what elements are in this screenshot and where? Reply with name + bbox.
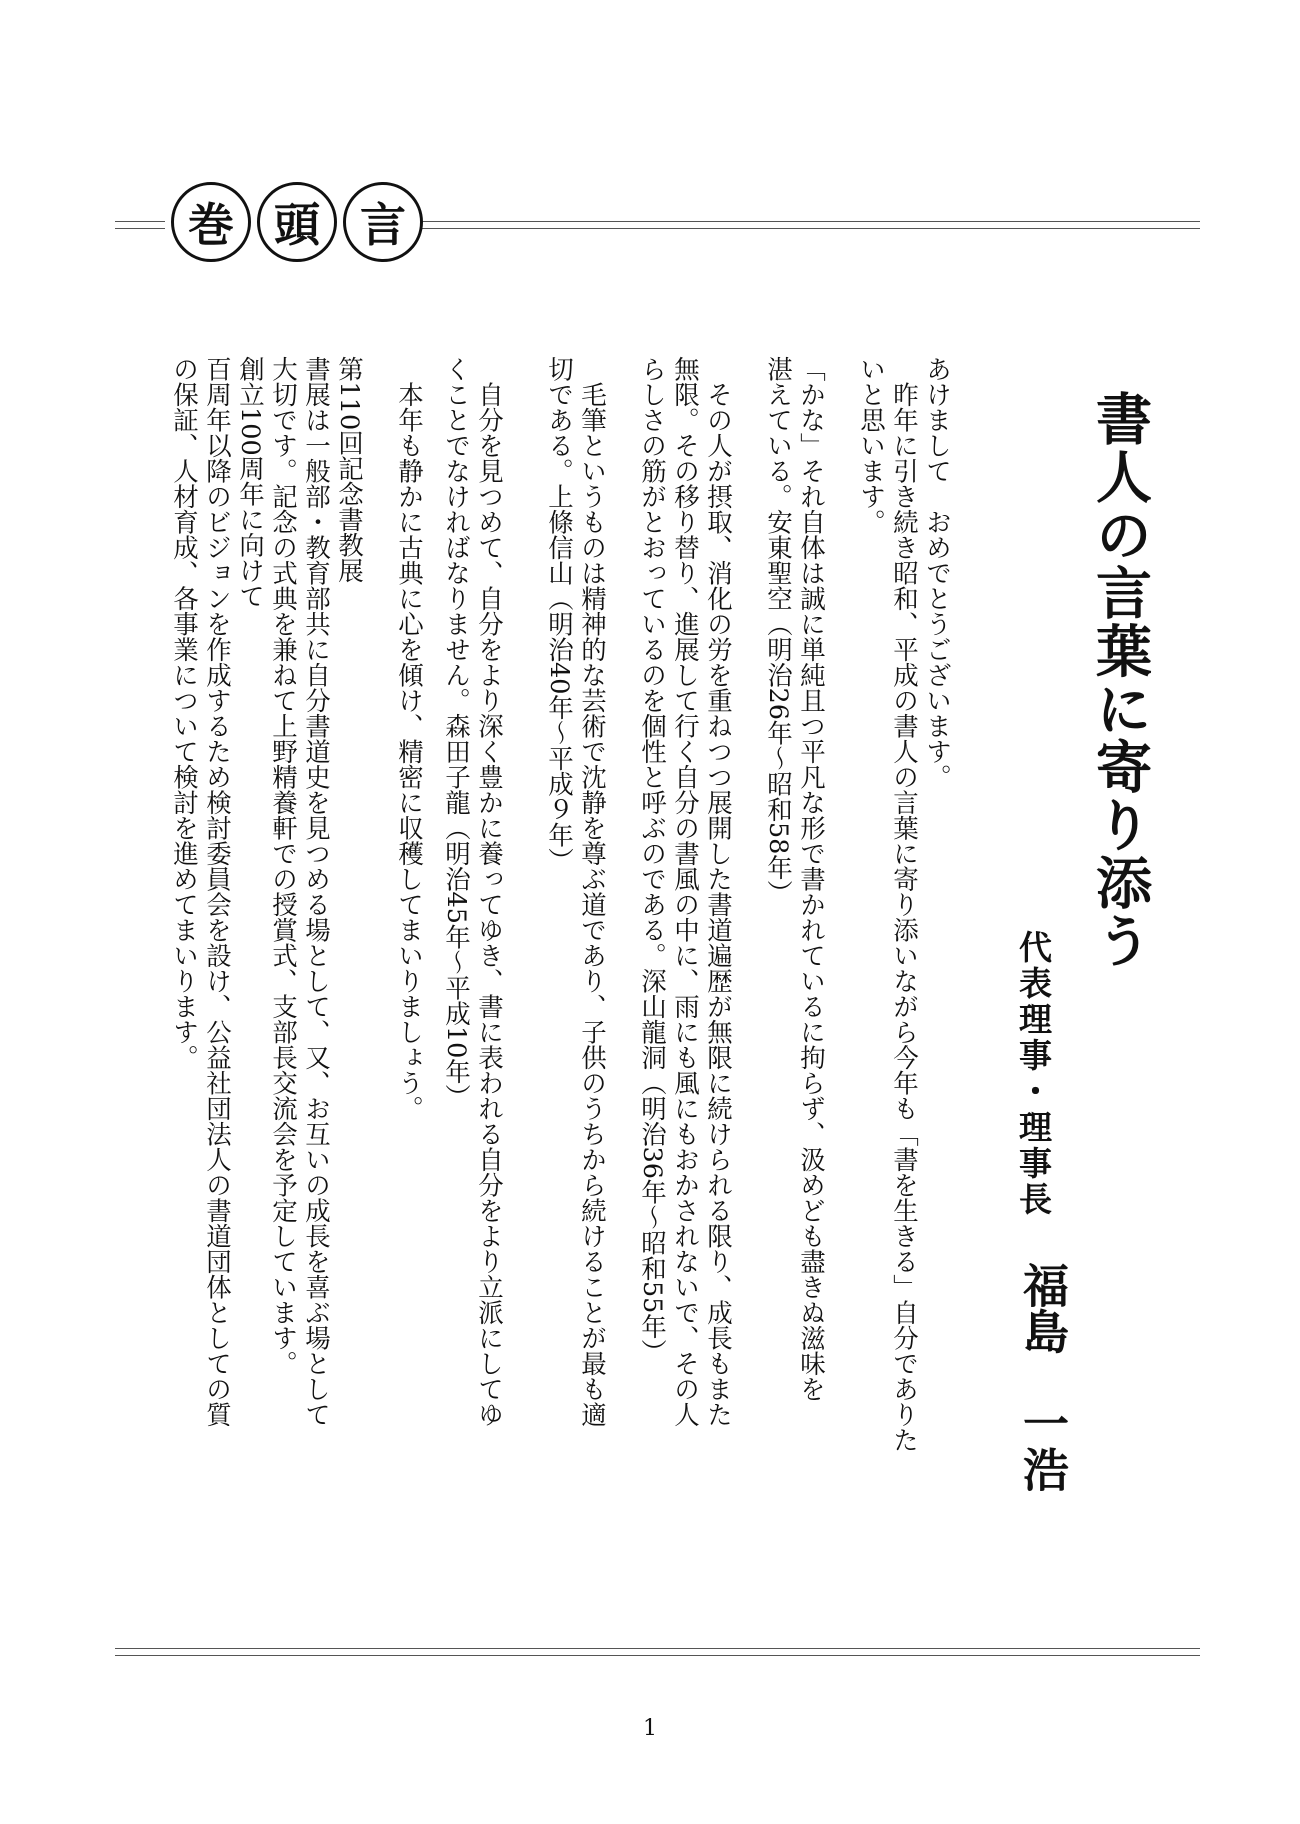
body-line: 自分を見つめて、自分をより深く豊かに養ってゆき、書に表われる自分をより立派にしてゆ [474, 356, 504, 1427]
heading-badge: 巻 [171, 182, 251, 262]
footer-rule-bottom [115, 1655, 1200, 1656]
body-line: の保証、人材育成、各事業について検討を進めてまいります。 [169, 356, 199, 1070]
header-rule-right-top [420, 221, 1200, 222]
body-line: 百周年以降のビジョンを作成するため検討委員会を設け、公益社団法人の書道団体としての質 [202, 356, 232, 1427]
body-line: その人が摂取、消化の労を重ねつつ展開した書道遍歴が無限に続けられる限り、成長もまた [703, 356, 733, 1427]
header-rule-right-bottom [420, 228, 1200, 229]
body-line: あけまして おめでとうございます。 [922, 356, 952, 790]
body-line: 大切です。記念の式典を兼ねて上野精養軒での授賞式、支部長交流会を予定しています。 [268, 356, 298, 1376]
body-line: らしさの筋がとおっているのを個性と呼ぶのである。深山龍洞（明治36年〜昭和55年） [637, 356, 667, 1365]
body-line: 「かな」それ自体は誠に単純且つ平凡な形で書かれているに拘らず、汲めども盡きぬ滋味を [796, 356, 826, 1402]
author-name: 福島 一浩 [1016, 1262, 1070, 1492]
heading-badge: 頭 [257, 182, 337, 262]
body-line: 本年も静かに古典に心を傾け、精密に収穫してまいりましょう。 [394, 356, 424, 1121]
body-line: 昨年に引き続き昭和、平成の書人の言葉に寄り添いながら今年も「書を生きる」自分でありた [889, 356, 919, 1453]
section-heading [171, 182, 423, 266]
body-line: 毛筆というものは精神的な芸術で沈静を尊ぶ道であり、子供のうちから続けることが最も適 [577, 356, 607, 1427]
body-line: 無限。その移り替り、進展して行く自分の書風の中に、雨にも風にもおかされないで、その人 [670, 356, 700, 1427]
heading-badge: 言 [343, 182, 423, 262]
body-line: 書展は一般部・教育部共に自分書道史を見つめる場として、又、お互いの成長を喜ぶ場として [301, 356, 331, 1427]
body-line: 創立100周年に向けて [235, 356, 265, 609]
header-rule-left-bottom [115, 228, 165, 229]
article-title: 書人の言葉に寄り添う [1087, 390, 1153, 970]
body-line: 湛えている。安東聖空（明治26年〜昭和58年） [763, 356, 793, 906]
author-role: 代表理事・理事長 [1014, 930, 1053, 1218]
body-line: 第110回記念書教展 [334, 356, 364, 584]
body-line: 切である。上條信山（明治40年〜平成９年） [544, 356, 574, 873]
body-line: くことでなければなりません。森田子龍（明治45年〜平成10年） [441, 356, 471, 1110]
page-number: 1 [643, 1716, 657, 1741]
footer-rule-top [115, 1648, 1200, 1649]
header-rule-left-top [115, 221, 165, 222]
body-line: いと思います。 [856, 356, 886, 535]
